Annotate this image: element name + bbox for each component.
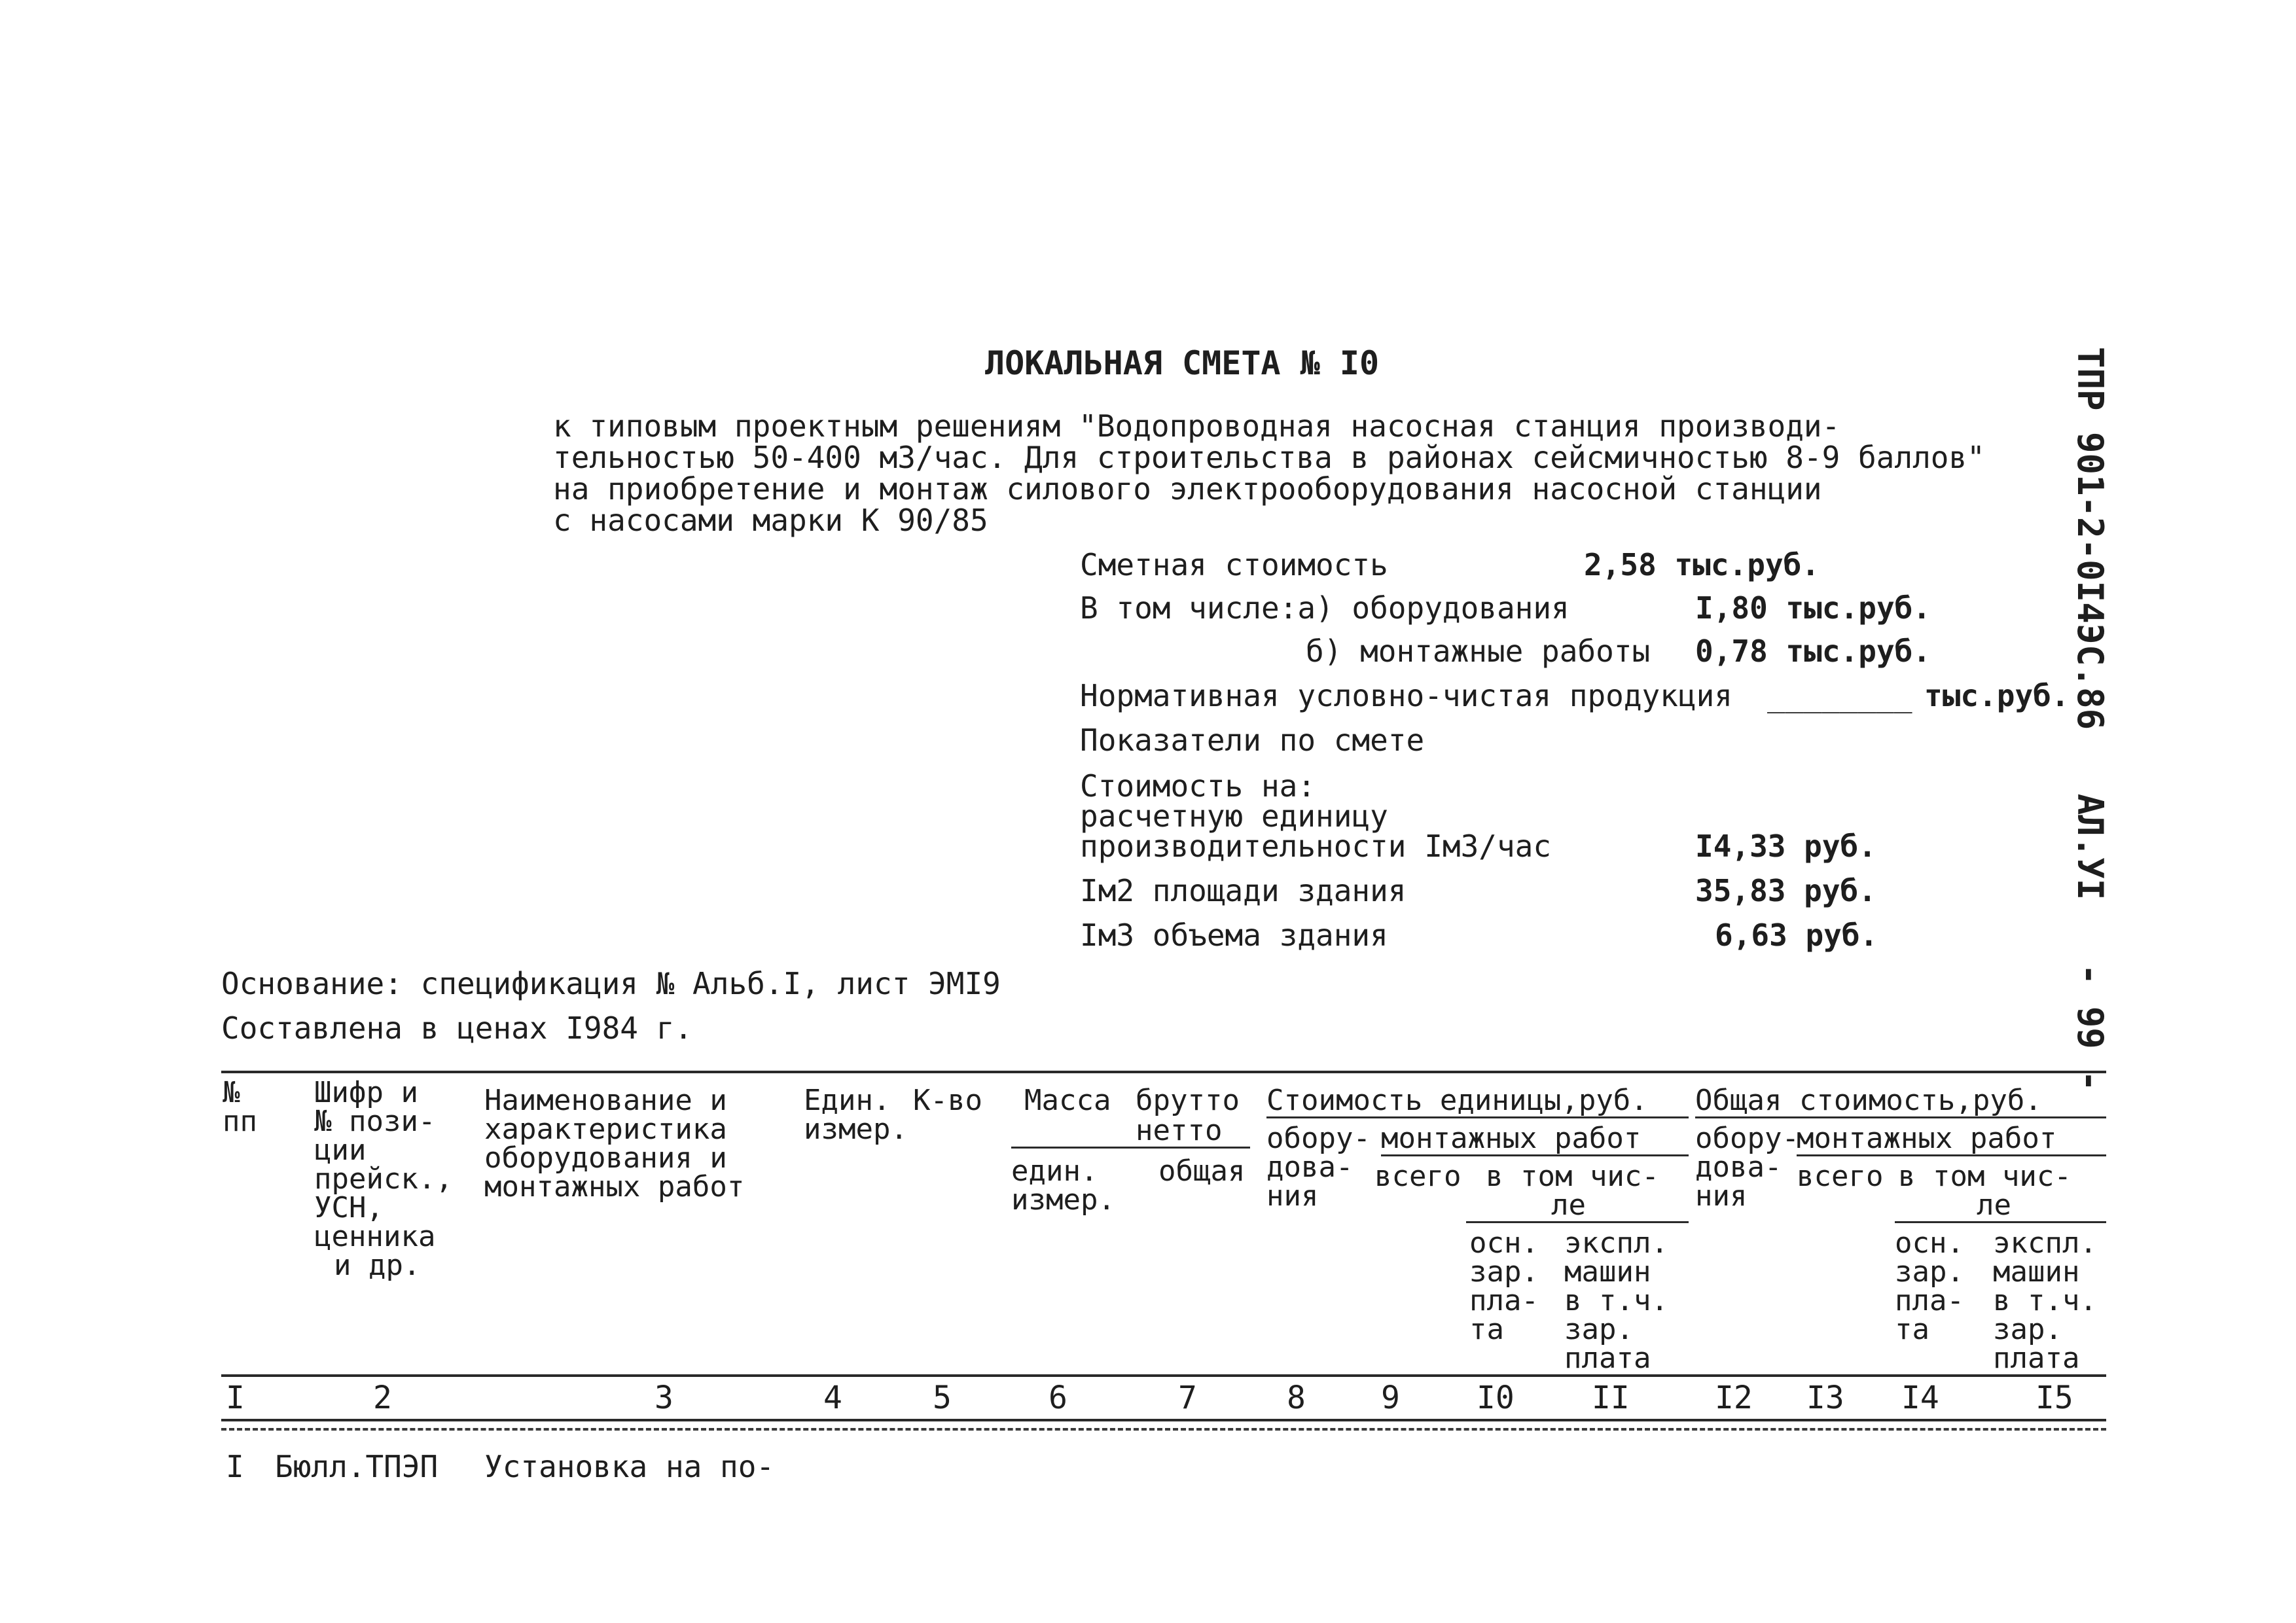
cost-per-label: расчетную единицу xyxy=(1080,798,1388,834)
header-number: пп xyxy=(223,1105,257,1138)
header-unit-base-pay: зар. xyxy=(1469,1255,1539,1289)
estimated-cost-value: 2,58 тыс.руб. xyxy=(1584,547,1820,582)
header-total-equipment: обору- xyxy=(1695,1122,1799,1155)
header-name: монтажных работ xyxy=(484,1170,745,1204)
basis-text: Основание: спецификация № Альб.I, лист ЭМI9 xyxy=(221,966,1001,1001)
header-unit-machines: машин xyxy=(1564,1255,1651,1289)
column-number: I4 xyxy=(1901,1380,1939,1416)
header-name: характеристика xyxy=(484,1113,727,1146)
total-cost-rule xyxy=(1695,1116,2106,1118)
header-unit-base-pay: та xyxy=(1469,1313,1504,1346)
install-cost-label: б) монтажные работы xyxy=(1306,633,1651,669)
column-number: 4 xyxy=(823,1380,842,1416)
header-code: Шифр и xyxy=(314,1076,418,1109)
header-unit-machines: в т.ч. xyxy=(1564,1284,1668,1317)
install-cost-value: 0,78 тыс.руб. xyxy=(1695,633,1931,669)
unit-incl-rule xyxy=(1466,1221,1689,1223)
column-number: 7 xyxy=(1178,1380,1197,1416)
volume-label: Iм3 объема здания xyxy=(1080,918,1388,953)
header-unit-base-pay: пла- xyxy=(1469,1284,1539,1317)
volume-value: 6,63 руб. xyxy=(1715,918,1878,953)
header-unit-machines: экспл. xyxy=(1564,1226,1668,1260)
header-total-incl: в том чис- xyxy=(1898,1160,2072,1193)
header-mass-total: общая xyxy=(1158,1154,1246,1188)
table-top-rule xyxy=(221,1071,2106,1073)
header-code: УСН, xyxy=(314,1191,384,1224)
intro-line: к типовым проектным решениям "Водопроводная насосная станция производи- xyxy=(553,408,1840,444)
header-total-machines: в т.ч. xyxy=(1993,1284,2097,1317)
header-mass-gross: брутто xyxy=(1136,1084,1240,1117)
estimated-cost-label: Сметная стоимость xyxy=(1080,547,1388,582)
column-number: 5 xyxy=(933,1380,952,1416)
side-document-code: ТПР 901-2-0I4ЭС.86 АЛ.УI - 99 - xyxy=(2070,347,2111,1092)
total-incl-rule xyxy=(1895,1221,2106,1223)
header-total-machines: плата xyxy=(1993,1342,2080,1375)
unit-cost-rule xyxy=(1266,1116,1689,1118)
header-total-base-pay: пла- xyxy=(1895,1284,1964,1317)
row-number: I xyxy=(226,1449,244,1484)
header-code: ценника xyxy=(314,1220,436,1253)
cost-per-label: производительности Iм3/час xyxy=(1080,829,1552,864)
prices-text: Составлена в ценах I984 г. xyxy=(221,1010,693,1046)
column-number: I xyxy=(226,1380,245,1416)
equipment-cost-label: В том числе:а) оборудования xyxy=(1080,590,1570,626)
header-unit-all: всего xyxy=(1374,1160,1462,1193)
header-total-machines: экспл. xyxy=(1993,1226,2097,1260)
header-total-cost: Общая стоимость,руб. xyxy=(1695,1084,2042,1117)
column-number: I5 xyxy=(2036,1380,2073,1416)
header-total-machines: зар. xyxy=(1993,1313,2062,1346)
numbers-bottom-rule xyxy=(221,1419,2106,1421)
header-unit: Един. xyxy=(804,1084,891,1117)
column-number: 3 xyxy=(655,1380,673,1416)
header-total-equipment: дова- xyxy=(1695,1150,1782,1184)
equipment-cost-value: I,80 тыс.руб. xyxy=(1695,590,1931,626)
header-code: и др. xyxy=(334,1249,421,1282)
mass-rule xyxy=(1011,1147,1250,1149)
cost-per-value: I4,33 руб. xyxy=(1695,829,1876,864)
header-mass-unit: измер. xyxy=(1011,1183,1115,1217)
header-unit-install: монтажных работ xyxy=(1381,1122,1641,1155)
header-unit-equipment: дова- xyxy=(1266,1150,1354,1184)
normative-label: Нормативная условно-чистая продукция xyxy=(1080,678,1732,713)
row-code: Бюлл.ТПЭП xyxy=(275,1449,439,1484)
normative-unit: тыс.руб. xyxy=(1924,678,2070,713)
unit-install-rule xyxy=(1381,1154,1689,1156)
header-code: ции xyxy=(314,1133,367,1167)
area-value: 35,83 руб. xyxy=(1695,873,1876,908)
column-number: 8 xyxy=(1287,1380,1306,1416)
header-total-incl: ле xyxy=(1977,1188,2011,1222)
column-number: 6 xyxy=(1049,1380,1067,1416)
header-mass: Масса xyxy=(1024,1084,1111,1117)
header-total-base-pay: осн. xyxy=(1895,1226,1964,1260)
total-install-rule xyxy=(1797,1154,2106,1156)
header-total-equipment: ния xyxy=(1695,1179,1748,1213)
intro-line: на приобретение и монтаж силового электрооборудования насосной станции xyxy=(553,471,1822,507)
normative-blank: ________ xyxy=(1767,678,1912,713)
header-name: Наименование и xyxy=(484,1084,727,1117)
column-number: I0 xyxy=(1477,1380,1515,1416)
header-unit-incl: ле xyxy=(1551,1188,1586,1222)
intro-line: с насосами марки К 90/85 xyxy=(553,503,988,538)
column-number: 2 xyxy=(373,1380,392,1416)
row-name: Установка на по- xyxy=(484,1449,775,1484)
header-total-all: всего xyxy=(1797,1160,1884,1193)
column-number: I2 xyxy=(1715,1380,1753,1416)
header-unit-equipment: ния xyxy=(1266,1179,1319,1213)
header-total-install: монтажных работ xyxy=(1797,1122,2057,1155)
column-number: I3 xyxy=(1806,1380,1844,1416)
header-total-base-pay: зар. xyxy=(1895,1255,1964,1289)
header-name: оборудования и xyxy=(484,1141,727,1175)
header-total-base-pay: та xyxy=(1895,1313,1929,1346)
header-number: № xyxy=(223,1076,240,1109)
cost-per-label: Стоимость на: xyxy=(1080,768,1316,804)
header-unit: измер. xyxy=(804,1113,908,1146)
header-quantity: К-во xyxy=(913,1084,982,1117)
area-label: Iм2 площади здания xyxy=(1080,873,1407,908)
header-code: № пози- xyxy=(314,1105,436,1138)
header-unit-cost: Стоимость единицы,руб. xyxy=(1266,1084,1648,1117)
header-mass-unit: един. xyxy=(1011,1154,1098,1188)
header-total-machines: машин xyxy=(1993,1255,2080,1289)
header-code: прейск., xyxy=(314,1162,453,1196)
header-unit-incl: в том чис- xyxy=(1486,1160,1659,1193)
header-mass-net: нетто xyxy=(1136,1114,1223,1147)
header-unit-equipment: обору- xyxy=(1266,1122,1371,1155)
column-number: II xyxy=(1592,1380,1630,1416)
intro-line: тельностью 50-400 м3/час. Для строительства в районах сейсмичностью 8-9 баллов" xyxy=(553,440,1985,475)
numbers-dashed-rule xyxy=(221,1428,2106,1431)
indicators-label: Показатели по смете xyxy=(1080,722,1425,758)
header-bottom-rule xyxy=(221,1374,2106,1377)
column-number: 9 xyxy=(1381,1380,1400,1416)
document-title: ЛОКАЛЬНАЯ СМЕТА № I0 xyxy=(985,344,1380,382)
header-unit-machines: зар. xyxy=(1564,1313,1634,1346)
header-unit-machines: плата xyxy=(1564,1342,1651,1375)
header-unit-base-pay: осн. xyxy=(1469,1226,1539,1260)
